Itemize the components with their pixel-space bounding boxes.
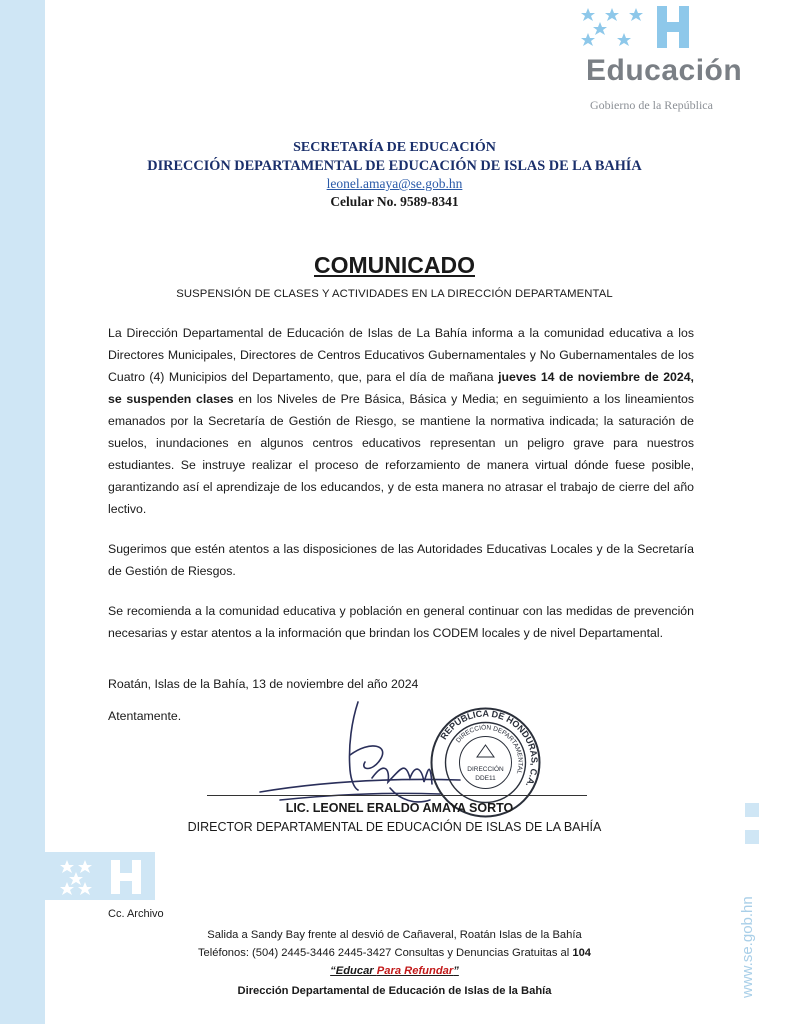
signature-line [207,795,587,796]
document-title: COMUNICADO [314,252,475,278]
header-phone: Celular No. 9589-8341 [330,194,459,209]
paragraph-1-text-end: en los Niveles de Pre Básica, Básica y Media; en seguimiento a los lineamientos emanados por la Secretaría de Gestión de Riesgo, se mantiene la normativa indicada; la saturación de suelos, inundaciones en algunos centros educativos representan un peligro grave para nuestros estudiantes. Se instruye realizar el proceso de reforzamiento de manera virtual dónde fuese posible, garantizando así el aprendizaje de los educandos, y de esta manera no atrasar el trabajo de cierre del año lectivo. [108,392,694,516]
closing-line: Atentamente. [108,709,182,723]
paragraph-2: Sugerimos que estén atentos a las disposiciones de las Autoridades Educativas Locales y de la Secretaría de Gestión de Riesgos. [108,542,694,578]
logo-subtitle: Gobierno de la República [590,98,713,112]
paragraph-1-bold: jueves 14 de noviembre de 2024, se suspenden clases [108,370,694,406]
logo-wordmark: Educación [586,54,743,87]
document-subtitle: SUSPENSIÓN DE CLASES Y ACTIVIDADES EN LA DIRECCIÓN DEPARTAMENTAL [176,288,613,300]
seal-code-text: DDE11 [475,775,496,782]
header-email-link[interactable]: leonel.amaya@se.gob.hn [326,176,463,191]
seal-center-text: DIRECCIÓN [467,766,504,773]
paragraph-3: Se recomienda a la comunidad educativa y población en general continuar con las medidas de prevención necesarias y estar atentos a la información que brindan los CODEM locales y de nivel Departamental. [108,604,694,640]
footer-office: Dirección Departamental de Educación de Islas de la Bahía [237,985,552,997]
motto-part-3: ” [453,965,459,977]
signer-name: LIC. LEONEL ERALDO AMAYA SORTO [285,801,514,815]
signer-role: DIRECTOR DEPARTAMENTAL DE EDUCACIÓN DE ISLAS DE LA BAHÍA [187,820,602,834]
stars-icon [578,6,653,48]
header-secretaria: SECRETARÍA DE EDUCACIÓN [293,140,496,155]
footer-logo-band [45,852,155,900]
h-letter-mark [653,6,693,48]
website-url-vertical [737,865,757,1000]
date-line: Roatán, Islas de la Bahía, 13 de noviembre del año 2024 [108,677,419,691]
footer-phones-hotline: 104 [572,947,592,959]
motto-part-2: Para Refundar [376,965,454,977]
website-url-text: www.se.gob.hn [739,896,756,998]
cc-archive: Cc. Archivo [108,908,164,920]
footer-motto [0,965,789,977]
footer-phones [0,947,789,959]
paragraph-1 [108,322,694,520]
header-direccion: DIRECCIÓN DEPARTAMENTAL DE EDUCACIÓN DE ISLAS DE LA BAHÍA [147,158,642,174]
seal-outer-text: REPÚBLICA DE HONDURAS, C.A. [438,708,540,789]
motto-part-1: “Educar [330,965,377,977]
footer-address: Salida a Sandy Bay frente al desvió de Cañaveral, Roatán Islas de la Bahía [207,929,582,941]
footer-h-logo-icon [45,852,155,900]
right-deco-square-1 [745,803,759,817]
paragraph-1-text: La Dirección Departamental de Educación de Islas de La Bahía informa a la comunidad educativa a los Directores Municipales, Directores de Centros Educativos Gubernamentales y No Gubernamentales de los Cuatro (4) Municipios del Departamento, que, para el día de mañana [108,326,694,384]
document-body [108,322,694,662]
right-deco-square-2 [745,830,759,844]
education-logo [578,6,778,116]
seal-inner-text: DIRECCIÓN DEPARTAMENTAL [454,724,524,775]
footer-phones-text: Teléfonos: (504) 2445-3446 2445-3427 Consultas y Denuncias Gratuitas al [197,947,573,959]
